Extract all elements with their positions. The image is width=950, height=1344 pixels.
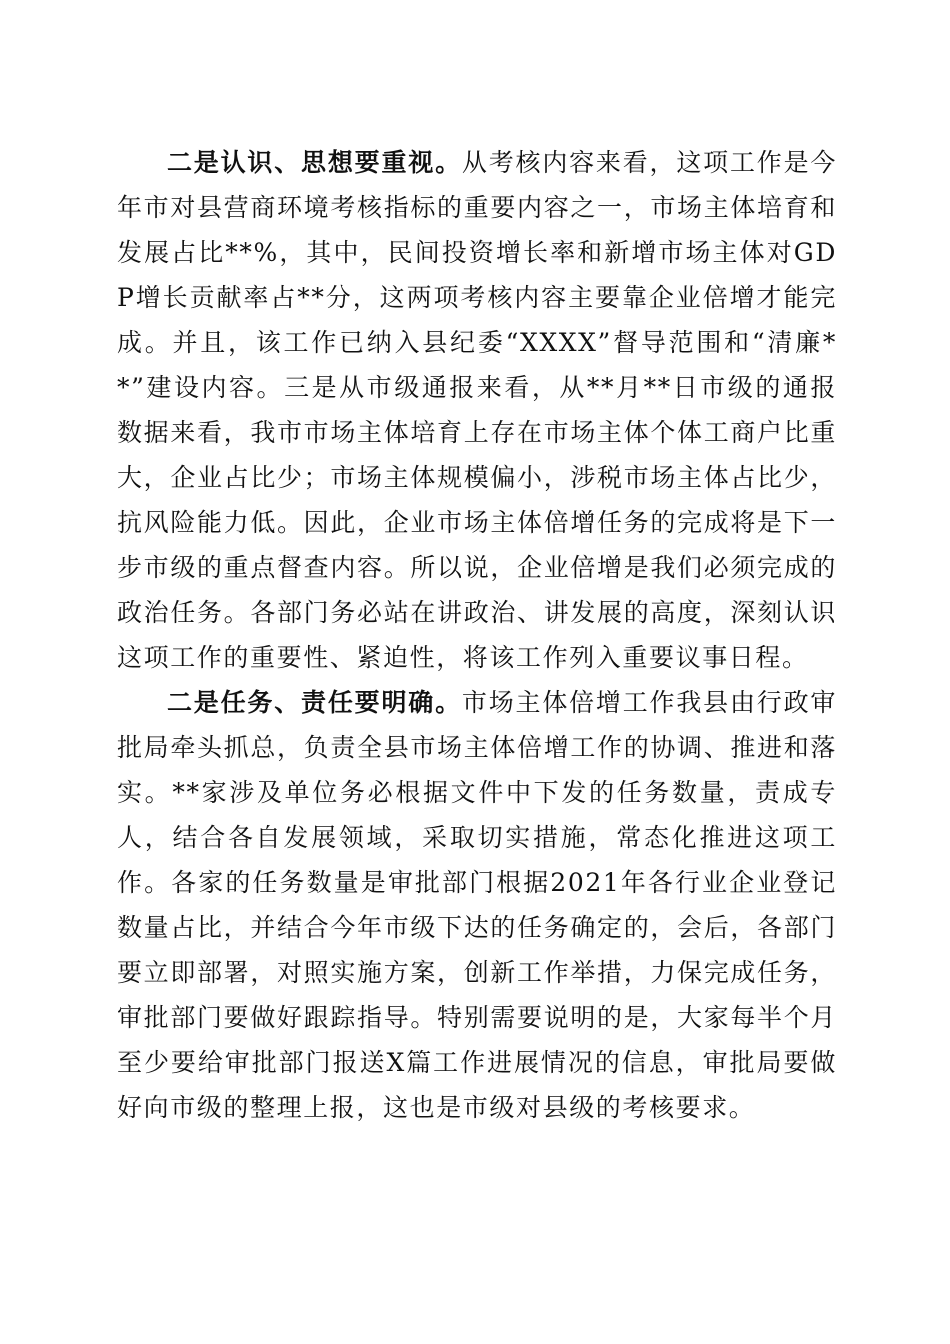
paragraph-text-awareness: 从考核内容来看，这项工作是今年市对县营商环境考核指标的重要内容之一，市场主体培育和发展占比**%，其中，民间投资增长率和新增市场主体对GDP增长贡献率占**分，这两项考核内容主要靠企业倍增才能完成。并且，该工作已纳入县纪委“XXXX”督导范围和“清廉**”建设内容。三是从市级通报来看，从**月**日市级的通报数据来看，我市市场主体培育上存在市场主体个体工商户比重大，企业占比少；市场主体规模偏小，涉税市场主体占比少，抗风险能力低。因此，企业市场主体倍增任务的完成将是下一步市级的重点督查内容。所以说，企业倍增是我们必须完成的政治任务。各部门务必站在讲政治、讲发展的高度，深刻认识这项工作的重要性、紧迫性，将该工作列入重要议事日程。 <box>117 148 837 672</box>
paragraph-awareness <box>117 140 837 680</box>
paragraph-responsibility <box>117 680 837 1130</box>
paragraph-heading-responsibility: 二是任务、责任要明确。 <box>167 688 462 717</box>
paragraph-text-responsibility: 市场主体倍增工作我县由行政审批局牵头抓总，负责全县市场主体倍增工作的协调、推进和落实。**家涉及单位务必根据文件中下发的任务数量，责成专人，结合各自发展领域，采取切实措施，常态化推进这项工作。各家的任务数量是审批部门根据2021年各行业企业登记数量占比，并结合今年市级下达的任务确定的，会后，各部门要立即部署，对照实施方案，创新工作举措，力保完成任务，审批部门要做好跟踪指导。特别需要说明的是，大家每半个月至少要给审批部门报送X篇工作进展情况的信息，审批局要做好向市级的整理上报，这也是市级对县级的考核要求。 <box>117 688 837 1122</box>
paragraph-heading-awareness: 二是认识、思想要重视。 <box>167 148 462 177</box>
document-body <box>117 140 837 1130</box>
